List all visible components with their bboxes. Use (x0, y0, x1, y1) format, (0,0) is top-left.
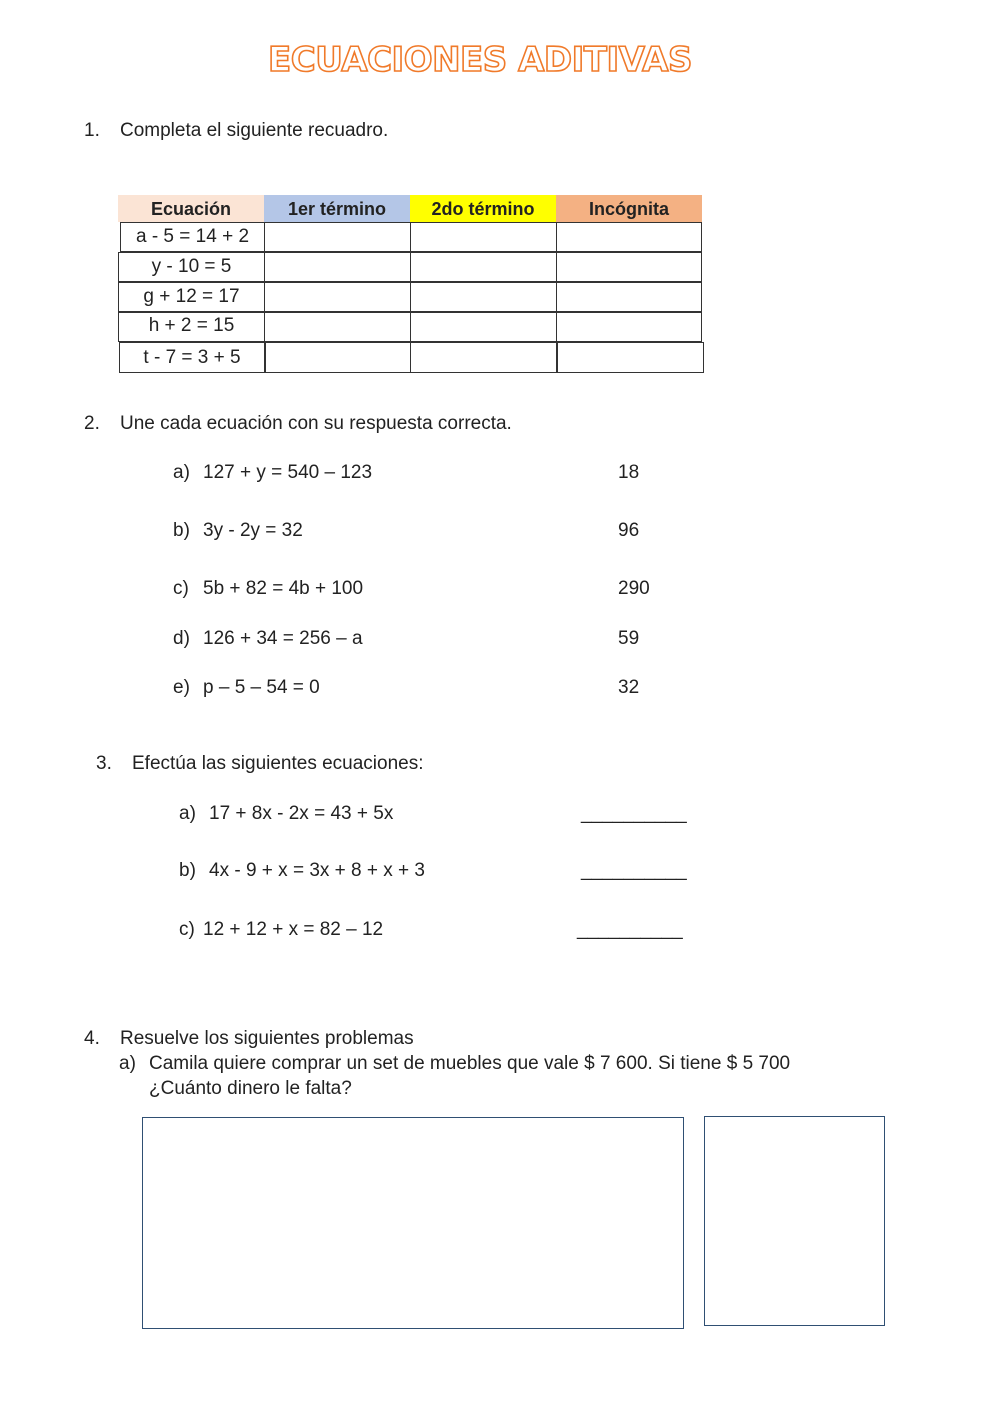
match-equation-d[interactable]: d) 126 + 34 = 256 – a (173, 628, 363, 649)
header-segundo-termino: 2do término (410, 195, 556, 222)
solve-equation-b: b) 4x - 9 + x = 3x + 8 + x + 3 (179, 860, 425, 881)
answer-box[interactable] (704, 1116, 885, 1326)
problem-a-line1: a) Camila quiere comprar un set de muebles que vale $ 7 600. Si tiene $ 5 700 (119, 1053, 791, 1074)
answer-cell[interactable] (264, 312, 411, 342)
answer-cell[interactable] (556, 312, 702, 342)
question-3-text: Efectúa las siguientes ecuaciones: (132, 753, 424, 774)
question-1 (84, 120, 388, 142)
match-equation-b[interactable]: b) 3y - 2y = 32 (173, 520, 303, 541)
header-primer-termino: 1er término (264, 195, 410, 222)
answer-cell[interactable] (556, 252, 702, 282)
answer-cell[interactable] (557, 342, 704, 373)
match-answer[interactable]: 59 (618, 628, 640, 649)
question-2-text: Une cada ecuación con su respuesta correcta. (120, 413, 512, 434)
answer-blank[interactable]: __________ (581, 860, 687, 881)
answer-cell[interactable] (556, 282, 702, 312)
solve-equation-a: a) 17 + 8x - 2x = 43 + 5x (179, 803, 394, 824)
match-equation-e[interactable]: e) p – 5 – 54 = 0 (173, 677, 320, 698)
question-1-number: 1. (84, 120, 100, 141)
question-4-text: Resuelve los siguientes problemas (120, 1028, 414, 1049)
question-2 (84, 413, 512, 435)
header-incognita: Incógnita (556, 195, 702, 222)
solve-equation-c: c) 12 + 12 + x = 82 – 12 (179, 919, 384, 940)
table-row-equation: h + 2 = 15 (118, 312, 265, 342)
answer-blank[interactable]: __________ (581, 803, 687, 824)
question-1-text: Completa el siguiente recuadro. (120, 120, 389, 141)
answer-cell[interactable] (410, 342, 557, 373)
match-equation-a[interactable]: a) 127 + y = 540 – 123 (173, 462, 373, 483)
question-4-number: 4. (84, 1028, 100, 1049)
work-area-box[interactable] (142, 1117, 684, 1329)
match-answer[interactable]: 18 (618, 462, 640, 483)
page-title: ECUACIONES ADITIVAS (268, 40, 692, 80)
answer-blank[interactable]: __________ (577, 919, 683, 940)
answer-cell[interactable] (410, 312, 557, 342)
problem-a-line2: ¿Cuánto dinero le falta? (149, 1078, 352, 1099)
match-answer[interactable]: 96 (618, 520, 640, 541)
answer-cell[interactable] (556, 222, 702, 252)
table-row-equation: a - 5 = 14 + 2 (120, 222, 265, 252)
question-3 (96, 753, 424, 775)
table-row-equation: t - 7 = 3 + 5 (119, 342, 265, 373)
answer-cell[interactable] (264, 222, 411, 252)
match-answer[interactable]: 290 (618, 578, 650, 599)
question-4 (84, 1028, 414, 1050)
answer-cell[interactable] (410, 252, 557, 282)
answer-cell[interactable] (264, 282, 411, 312)
match-equation-c[interactable]: c) 5b + 82 = 4b + 100 (173, 578, 364, 599)
answer-cell[interactable] (410, 282, 557, 312)
header-ecuacion: Ecuación (118, 195, 264, 222)
question-3-number: 3. (96, 753, 112, 774)
match-answer[interactable]: 32 (618, 677, 640, 698)
question-2-number: 2. (84, 413, 100, 434)
answer-cell[interactable] (410, 222, 557, 252)
table-row-equation: y - 10 = 5 (118, 252, 265, 282)
answer-cell[interactable] (264, 252, 411, 282)
answer-cell[interactable] (265, 342, 411, 373)
table-row-equation: g + 12 = 17 (118, 282, 265, 312)
